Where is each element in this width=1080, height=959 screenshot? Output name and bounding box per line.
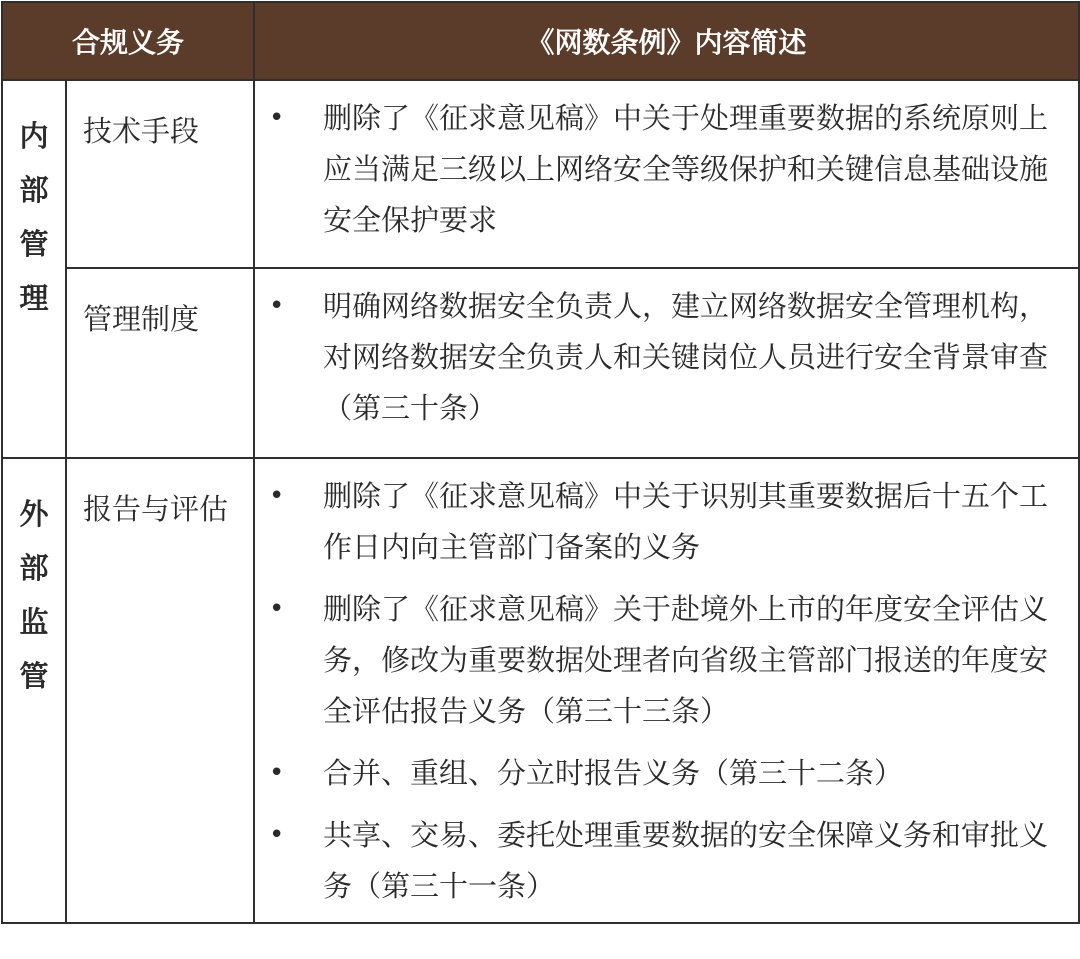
- description-cell: [254, 80, 1079, 268]
- list-item: • 明确网络数据安全负责人，建立网络数据安全管理机构，对网络数据安全负责人和关键岗位人员进行安全背景审查（第三十条）: [255, 281, 1064, 434]
- table-row: [2, 80, 1079, 268]
- subcategory-technical-means: 技术手段: [66, 80, 254, 268]
- list-item: • 删除了《征求意见稿》中关于处理重要数据的系统原则上应当满足三级以上网络安全等级保护和关键信息基础设施安全保护要求: [255, 93, 1064, 246]
- compliance-table: [1, 1, 1080, 924]
- category-char: 监: [19, 605, 49, 639]
- list-item: • 合并、重组、分立时报告义务（第三十二条）: [255, 748, 1064, 799]
- category-char: 内: [19, 119, 49, 153]
- header-regulation-summary: 《网数条例》内容简述: [254, 2, 1079, 80]
- header-row: [2, 2, 1079, 80]
- header-compliance-obligation: 合规义务: [2, 2, 254, 80]
- subcategory-management-system: 管理制度: [66, 268, 254, 458]
- list-item: • 删除了《征求意见稿》关于赴境外上市的年度安全评估义务，修改为重要数据处理者向省级主管部门报送的年度安全评估报告义务（第三十三条）: [255, 584, 1064, 737]
- category-internal-management: [2, 80, 66, 458]
- list-item: • 共享、交易、委托处理重要数据的安全保障义务和审批义务（第三十一条）: [255, 810, 1064, 912]
- category-external-supervision: [2, 458, 66, 923]
- category-char: 外: [19, 497, 49, 531]
- category-char: 部: [19, 173, 49, 207]
- category-char: 管: [19, 227, 49, 261]
- description-cell: [254, 458, 1079, 923]
- category-char: 管: [19, 659, 49, 693]
- table-row: [2, 268, 1079, 458]
- subcategory-reporting-assessment: 报告与评估: [66, 458, 254, 923]
- category-char: 部: [19, 551, 49, 585]
- list-item: • 删除了《征求意见稿》中关于识别其重要数据后十五个工作日内向主管部门备案的义务: [255, 471, 1064, 573]
- description-cell: [254, 268, 1079, 458]
- category-char: 理: [19, 281, 49, 315]
- table-row: [2, 458, 1079, 923]
